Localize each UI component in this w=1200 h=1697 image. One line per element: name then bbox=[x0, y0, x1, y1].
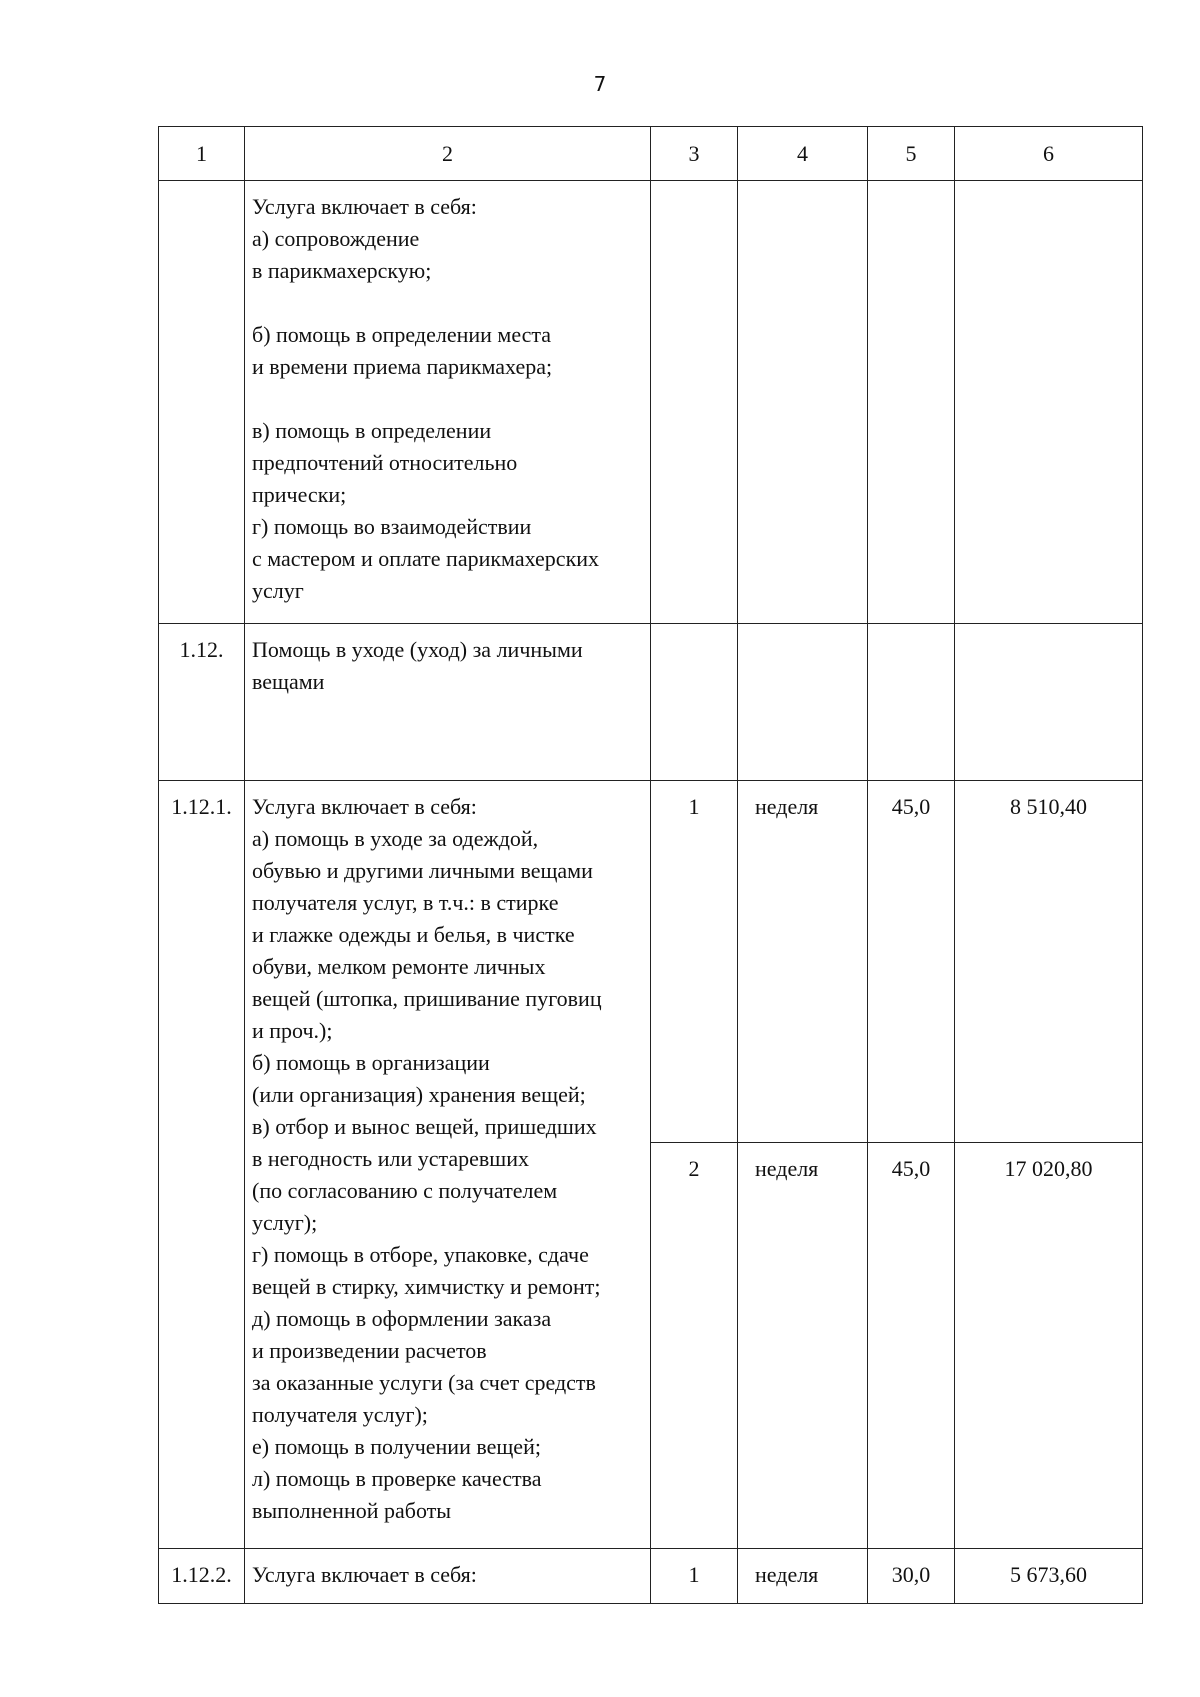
unit-cell: неделя bbox=[738, 1143, 868, 1549]
description-cell bbox=[245, 624, 651, 781]
unit-cell: неделя bbox=[738, 781, 868, 1143]
description-cell bbox=[245, 781, 651, 1549]
header-cell: 4 bbox=[738, 127, 868, 181]
services-table bbox=[158, 126, 1143, 1604]
description-line: за оказанные услуги (за счет средств bbox=[252, 1370, 596, 1395]
description-line: в негодность или устаревших bbox=[252, 1146, 529, 1171]
table-header-row bbox=[159, 127, 1143, 181]
description-line: а) сопровождение bbox=[252, 226, 420, 251]
price-cell: 8 510,40 bbox=[955, 781, 1143, 1143]
description-line: Помощь в уходе (уход) за личными bbox=[252, 637, 583, 662]
description-line: и проч.); bbox=[252, 1018, 333, 1043]
description-line: Услуга включает в себя: bbox=[252, 194, 477, 219]
empty-cell bbox=[868, 181, 955, 624]
norm-cell: 45,0 bbox=[868, 1143, 955, 1549]
row-number-cell: 1.12.2. bbox=[159, 1549, 245, 1604]
price-cell: 17 020,80 bbox=[955, 1143, 1143, 1549]
description-line: б) помощь в организации bbox=[252, 1050, 490, 1075]
description-line: Услуга включает в себя: bbox=[252, 794, 477, 819]
table-row bbox=[159, 181, 1143, 624]
description-cell: Услуга включает в себя: bbox=[245, 1549, 651, 1604]
description-line: л) помощь в проверке качества bbox=[252, 1466, 542, 1491]
description-line: г) помощь во взаимодействии bbox=[252, 514, 532, 539]
empty-cell bbox=[738, 181, 868, 624]
empty-cell bbox=[651, 181, 738, 624]
description-line: б) помощь в определении места bbox=[252, 322, 552, 347]
description-line: и времени приема парикмахера; bbox=[252, 354, 553, 379]
description-line: (или организация) хранения вещей; bbox=[252, 1082, 586, 1107]
table-row bbox=[159, 624, 1143, 781]
row-number-cell: 1.12.1. bbox=[159, 781, 245, 1549]
description-line: вещами bbox=[252, 669, 325, 694]
quantity-cell: 1 bbox=[651, 1549, 738, 1604]
header-cell: 5 bbox=[868, 127, 955, 181]
row-number-cell bbox=[159, 181, 245, 624]
description-lines bbox=[252, 791, 644, 1527]
price-cell: 5 673,60 bbox=[955, 1549, 1143, 1604]
empty-cell bbox=[955, 181, 1143, 624]
blank-line bbox=[252, 383, 644, 415]
description-line: в) помощь в определении bbox=[252, 418, 492, 443]
description-line: г) помощь в отборе, упаковке, сдаче bbox=[252, 1242, 589, 1267]
description-line: д) помощь в оформлении заказа bbox=[252, 1306, 552, 1331]
description-line: и произведении расчетов bbox=[252, 1338, 487, 1363]
table-row bbox=[159, 781, 1143, 1143]
description-line: с мастером и оплате парикмахерских bbox=[252, 546, 600, 571]
description-line: вещей в стирку, химчистку и ремонт; bbox=[252, 1274, 601, 1299]
description-line: получателя услуг); bbox=[252, 1402, 428, 1427]
empty-cell bbox=[955, 624, 1143, 781]
header-cell: 2 bbox=[245, 127, 651, 181]
description-line: услуг); bbox=[252, 1210, 318, 1235]
empty-cell bbox=[738, 624, 868, 781]
description-line: обуви, мелком ремонте личных bbox=[252, 954, 546, 979]
description-lines bbox=[252, 191, 644, 607]
header-cell: 6 bbox=[955, 127, 1143, 181]
description-line: предпочтений относительно bbox=[252, 450, 518, 475]
description-cell bbox=[245, 181, 651, 624]
description-line: обувью и другими личными вещами bbox=[252, 858, 593, 883]
description-line: (по согласованию с получателем bbox=[252, 1178, 558, 1203]
header-cell: 1 bbox=[159, 127, 245, 181]
description-line: в) отбор и вынос вещей, пришедших bbox=[252, 1114, 597, 1139]
blank-line bbox=[252, 287, 644, 319]
unit-cell: неделя bbox=[738, 1549, 868, 1604]
description-lines bbox=[252, 634, 644, 698]
header-cell: 3 bbox=[651, 127, 738, 181]
description-line: а) помощь в уходе за одеждой, bbox=[252, 826, 539, 851]
description-line: получателя услуг, в т.ч.: в стирке bbox=[252, 890, 559, 915]
description-line: вещей (штопка, пришивание пуговиц bbox=[252, 986, 602, 1011]
norm-cell: 45,0 bbox=[868, 781, 955, 1143]
empty-cell bbox=[651, 624, 738, 781]
row-number-cell: 1.12. bbox=[159, 624, 245, 781]
description-line: прически; bbox=[252, 482, 347, 507]
description-line: услуг bbox=[252, 578, 304, 603]
description-line: е) помощь в получении вещей; bbox=[252, 1434, 541, 1459]
description-line: и глажке одежды и белья, в чистке bbox=[252, 922, 575, 947]
description-line: в парикмахерскую; bbox=[252, 258, 432, 283]
empty-cell bbox=[868, 624, 955, 781]
table-row bbox=[159, 1549, 1143, 1604]
quantity-cell: 1 bbox=[651, 781, 738, 1143]
norm-cell: 30,0 bbox=[868, 1549, 955, 1604]
description-line: выполненной работы bbox=[252, 1498, 452, 1523]
quantity-cell: 2 bbox=[651, 1143, 738, 1549]
page-number: 7 bbox=[593, 72, 607, 96]
